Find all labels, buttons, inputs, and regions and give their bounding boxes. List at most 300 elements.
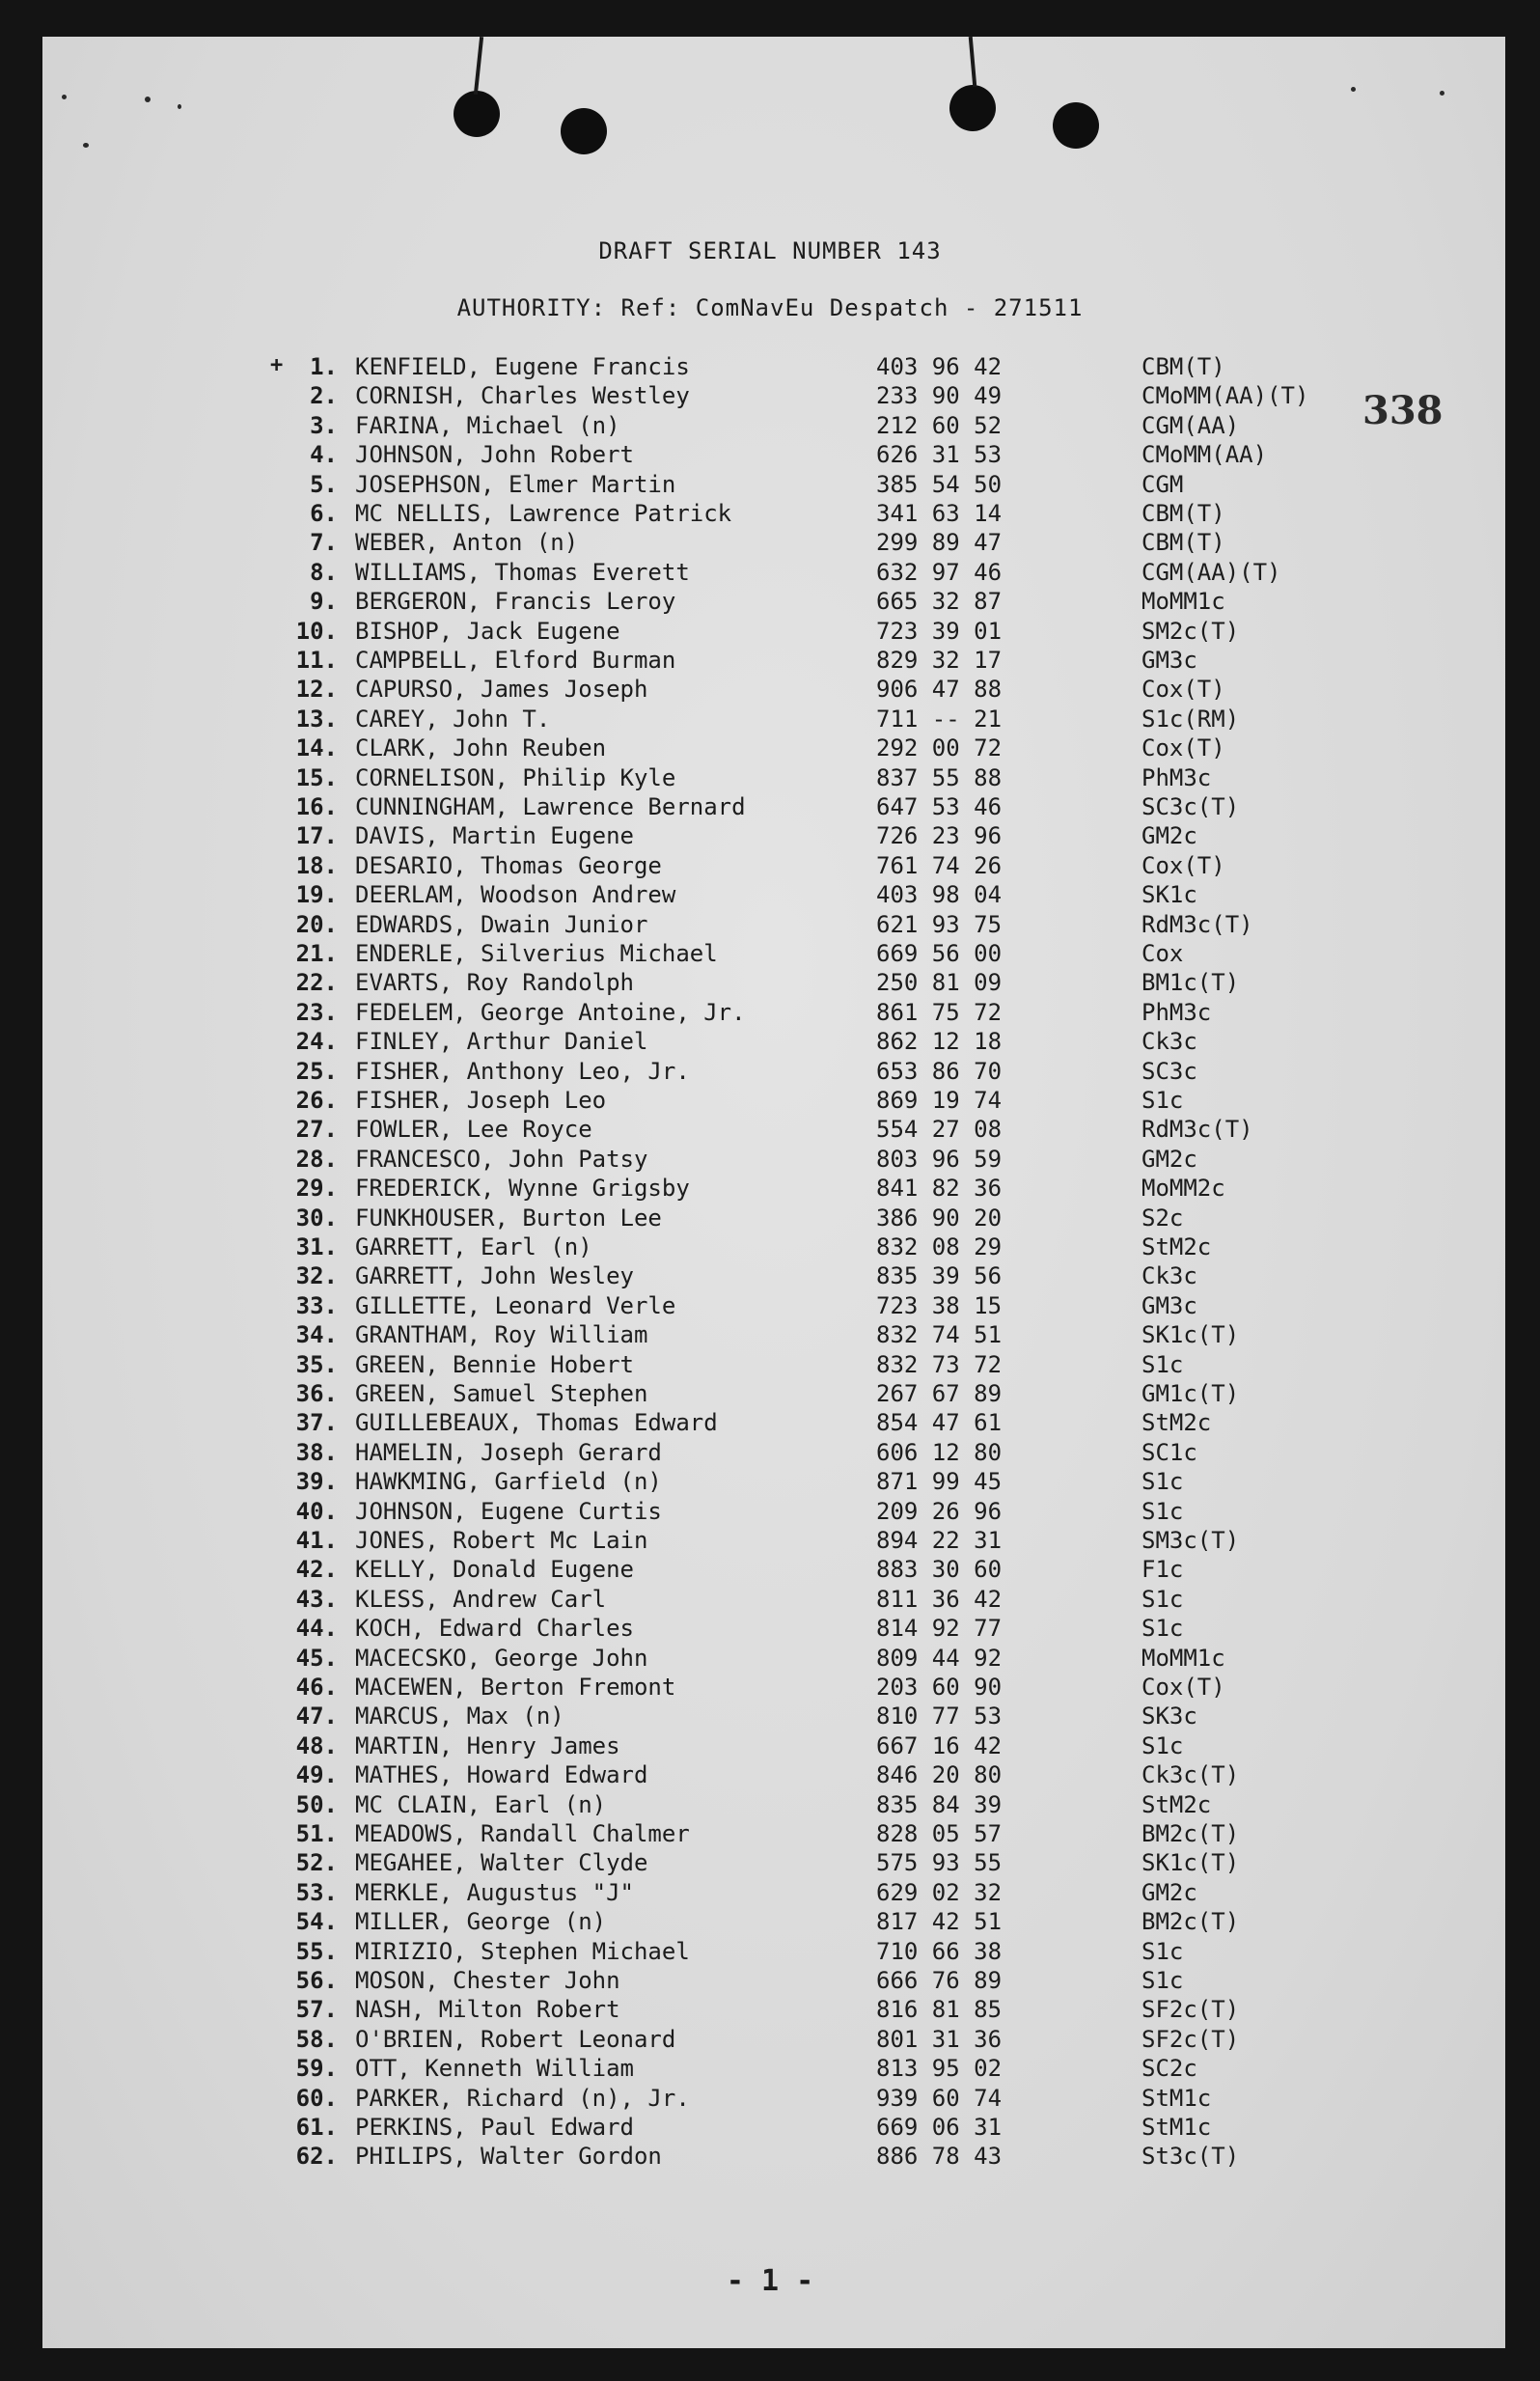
roster-number: 52. xyxy=(295,1849,338,1877)
service-number: 341 63 14 xyxy=(876,500,1003,527)
service-number: 862 12 18 xyxy=(876,1028,1003,1056)
service-number: 841 82 36 xyxy=(876,1175,1003,1203)
roster-number: 22. xyxy=(295,969,338,997)
roster-number: 10. xyxy=(295,617,338,645)
roster-number: 7. xyxy=(310,529,338,557)
sailor-name: DESARIO, Thomas George xyxy=(355,851,662,879)
rating: Cox(T) xyxy=(1141,851,1225,879)
roster-number: 3. xyxy=(310,411,338,439)
roster-number: 59. xyxy=(295,2055,338,2083)
sailor-name: MARTIN, Henry James xyxy=(355,1731,620,1759)
sailor-name: MC NELLIS, Lawrence Patrick xyxy=(355,500,732,527)
service-number: 810 77 53 xyxy=(876,1703,1003,1730)
sailor-name: JOHNSON, Eugene Curtis xyxy=(355,1497,662,1525)
roster-row xyxy=(0,1409,1540,1438)
service-number: 723 38 15 xyxy=(876,1291,1003,1319)
roster-row xyxy=(0,1233,1540,1262)
service-number: 854 47 61 xyxy=(876,1409,1003,1437)
roster-number: 34. xyxy=(295,1321,338,1349)
sailor-name: JOHNSON, John Robert xyxy=(355,441,634,469)
service-number: 832 08 29 xyxy=(876,1233,1003,1260)
roster-row xyxy=(0,559,1540,588)
sailor-name: CUNNINGHAM, Lawrence Bernard xyxy=(355,793,746,820)
roster-row xyxy=(0,1674,1540,1703)
roster-number: 16. xyxy=(295,793,338,820)
rating: CGM xyxy=(1141,470,1184,498)
sailor-name: PERKINS, Paul Edward xyxy=(355,2114,634,2141)
sailor-name: CORNELISON, Philip Kyle xyxy=(355,763,676,791)
rating: SC3c xyxy=(1141,1057,1197,1085)
dirt-speck xyxy=(145,97,151,102)
roster-number: 2. xyxy=(310,382,338,410)
roster-number: 25. xyxy=(295,1057,338,1085)
punch-hole-3 xyxy=(949,85,996,131)
roster-row xyxy=(0,676,1540,705)
sailor-name: HAMELIN, Joseph Gerard xyxy=(355,1438,662,1466)
tear-mark-right xyxy=(969,37,977,87)
sailor-name: GREEN, Samuel Stephen xyxy=(355,1380,648,1407)
service-number: 629 02 32 xyxy=(876,1878,1003,1906)
rating: Cox(T) xyxy=(1141,676,1225,704)
rating: BM1c(T) xyxy=(1141,969,1240,997)
sailor-name: FEDELEM, George Antoine, Jr. xyxy=(355,998,746,1026)
sailor-name: BERGERON, Francis Leroy xyxy=(355,588,676,616)
service-number: 403 98 04 xyxy=(876,881,1003,909)
service-number: 829 32 17 xyxy=(876,647,1003,674)
service-number: 292 00 72 xyxy=(876,734,1003,762)
roster-number: 11. xyxy=(295,647,338,674)
roster-number: 5. xyxy=(310,470,338,498)
service-number: 632 97 46 xyxy=(876,558,1003,586)
roster-row xyxy=(0,500,1540,529)
service-number: 846 20 80 xyxy=(876,1761,1003,1789)
roster-row xyxy=(0,647,1540,676)
service-number: 817 42 51 xyxy=(876,1908,1003,1936)
service-number: 809 44 92 xyxy=(876,1644,1003,1672)
roster-row xyxy=(0,1087,1540,1116)
roster-number: 60. xyxy=(295,2084,338,2112)
roster-number: 9. xyxy=(310,588,338,616)
sailor-name: JOSEPHSON, Elmer Martin xyxy=(355,470,676,498)
roster-row xyxy=(0,1116,1540,1145)
sailor-name: CAMPBELL, Elford Burman xyxy=(355,647,676,674)
roster-number: 30. xyxy=(295,1204,338,1232)
service-number: 385 54 50 xyxy=(876,470,1003,498)
service-number: 883 30 60 xyxy=(876,1556,1003,1584)
rating: Ck3c xyxy=(1141,1262,1197,1290)
service-number: 669 06 31 xyxy=(876,2114,1003,2141)
sailor-name: CAREY, John T. xyxy=(355,705,551,733)
roster-number: 36. xyxy=(295,1380,338,1407)
roster-number: 23. xyxy=(295,998,338,1026)
rating: StM2c xyxy=(1141,1409,1212,1437)
roster-row xyxy=(0,1439,1540,1468)
rating: S1c xyxy=(1141,1615,1184,1643)
sailor-name: KELLY, Donald Eugene xyxy=(355,1556,634,1584)
roster-row xyxy=(0,1028,1540,1057)
service-number: 554 27 08 xyxy=(876,1116,1003,1144)
roster-row xyxy=(0,412,1540,441)
tear-mark-left xyxy=(474,37,483,95)
service-number: 828 05 57 xyxy=(876,1820,1003,1847)
roster-row xyxy=(0,1791,1540,1820)
service-number: 861 75 72 xyxy=(876,998,1003,1026)
rating: Cox(T) xyxy=(1141,734,1225,762)
roster-row xyxy=(0,1761,1540,1790)
rating: S1c xyxy=(1141,1497,1184,1525)
roster-number: 55. xyxy=(295,1937,338,1965)
sailor-name: WEBER, Anton (n) xyxy=(355,529,579,557)
sailor-name: OTT, Kenneth William xyxy=(355,2055,634,2083)
rating: CMoMM(AA) xyxy=(1141,441,1268,469)
service-number: 723 39 01 xyxy=(876,617,1003,645)
rating: SK3c xyxy=(1141,1703,1197,1730)
rating: StM2c xyxy=(1141,1233,1212,1260)
service-number: 832 74 51 xyxy=(876,1321,1003,1349)
roster-row xyxy=(0,1321,1540,1350)
rating: PhM3c xyxy=(1141,763,1212,791)
rating: SM3c(T) xyxy=(1141,1527,1240,1554)
sailor-name: CAPURSO, James Joseph xyxy=(355,676,648,704)
roster-number: 20. xyxy=(295,910,338,938)
roster-row xyxy=(0,1820,1540,1849)
roster-number: 24. xyxy=(295,1028,338,1056)
roster-row xyxy=(0,734,1540,763)
service-number: 665 32 87 xyxy=(876,588,1003,616)
sailor-name: MATHES, Howard Edward xyxy=(355,1761,648,1789)
roster-number: 47. xyxy=(295,1703,338,1730)
sailor-name: ENDERLE, Silverius Michael xyxy=(355,940,718,967)
rating: S1c xyxy=(1141,1937,1184,1965)
rating: PhM3c xyxy=(1141,998,1212,1026)
sailor-name: BISHOP, Jack Eugene xyxy=(355,617,620,645)
service-number: 669 56 00 xyxy=(876,940,1003,967)
sailor-name: MARCUS, Max (n) xyxy=(355,1703,564,1730)
rating: Cox xyxy=(1141,940,1184,967)
sailor-name: GARRETT, John Wesley xyxy=(355,1262,634,1290)
rating: S1c xyxy=(1141,1731,1184,1759)
roster-number: 26. xyxy=(295,1087,338,1114)
rating: CBM(T) xyxy=(1141,500,1225,527)
roster-number: 17. xyxy=(295,822,338,850)
sailor-name: MILLER, George (n) xyxy=(355,1908,607,1936)
rating: CGM(AA)(T) xyxy=(1141,558,1281,586)
service-number: 653 86 70 xyxy=(876,1057,1003,1085)
service-number: 621 93 75 xyxy=(876,910,1003,938)
roster-row xyxy=(0,1586,1540,1615)
roster-number: 37. xyxy=(295,1409,338,1437)
sailor-name: MACECSKO, George John xyxy=(355,1644,648,1672)
service-number: 299 89 47 xyxy=(876,529,1003,557)
rating: MoMM1c xyxy=(1141,1644,1225,1672)
rating: SC3c(T) xyxy=(1141,793,1240,820)
roster-row xyxy=(0,1645,1540,1674)
rating: RdM3c(T) xyxy=(1141,910,1253,938)
sailor-name: GRANTHAM, Roy William xyxy=(355,1321,648,1349)
roster-number: 58. xyxy=(295,2025,338,2053)
sailor-name: KLESS, Andrew Carl xyxy=(355,1585,607,1613)
sailor-name: MEADOWS, Randall Chalmer xyxy=(355,1820,690,1847)
sailor-name: CORNISH, Charles Westley xyxy=(355,382,690,410)
rating: St3c(T) xyxy=(1141,2143,1240,2171)
page-number: - 1 - xyxy=(726,2264,814,2298)
service-number: 203 60 90 xyxy=(876,1674,1003,1701)
roster-row xyxy=(0,2143,1540,2172)
rating: StM1c xyxy=(1141,2084,1212,2112)
roster-number: 45. xyxy=(295,1644,338,1672)
rating: S1c xyxy=(1141,1350,1184,1378)
rating: SC1c xyxy=(1141,1438,1197,1466)
rating: GM2c xyxy=(1141,1878,1197,1906)
rating: SC2c xyxy=(1141,2055,1197,2083)
dirt-speck xyxy=(1440,91,1444,96)
sailor-name: EDWARDS, Dwain Junior xyxy=(355,910,648,938)
roster-row xyxy=(0,911,1540,940)
sailor-name: KENFIELD, Eugene Francis xyxy=(355,353,690,380)
service-number: 835 84 39 xyxy=(876,1790,1003,1818)
roster-number: 42. xyxy=(295,1556,338,1584)
rating: SK1c xyxy=(1141,881,1197,909)
roster-number: 21. xyxy=(295,940,338,967)
service-number: 666 76 89 xyxy=(876,1967,1003,1994)
roster-row xyxy=(0,969,1540,998)
roster-row xyxy=(0,1879,1540,1908)
roster-number: 19. xyxy=(295,881,338,909)
roster-row xyxy=(0,940,1540,969)
sailor-name: PARKER, Richard (n), Jr. xyxy=(355,2084,690,2112)
sailor-name: GREEN, Bennie Hobert xyxy=(355,1350,634,1378)
sailor-name: FINLEY, Arthur Daniel xyxy=(355,1028,648,1056)
roster-number: 46. xyxy=(295,1674,338,1701)
service-number: 832 73 72 xyxy=(876,1350,1003,1378)
sailor-name: MC CLAIN, Earl (n) xyxy=(355,1790,607,1818)
rating: CGM(AA) xyxy=(1141,411,1240,439)
rating: SM2c(T) xyxy=(1141,617,1240,645)
roster-row xyxy=(0,1498,1540,1527)
rating: S1c(RM) xyxy=(1141,705,1240,733)
roster-number: 57. xyxy=(295,1996,338,2024)
roster-number: 41. xyxy=(295,1527,338,1554)
roster-row xyxy=(0,1262,1540,1291)
service-number: 894 22 31 xyxy=(876,1527,1003,1554)
roster-number: 62. xyxy=(295,2143,338,2171)
roster-row xyxy=(0,2055,1540,2084)
dirt-speck xyxy=(1351,87,1356,92)
roster-number: 49. xyxy=(295,1761,338,1789)
roster-number: 43. xyxy=(295,1585,338,1613)
marginal-number: 338 xyxy=(1362,388,1444,433)
roster-row xyxy=(0,1175,1540,1204)
punch-hole-4 xyxy=(1053,102,1099,149)
service-number: 869 19 74 xyxy=(876,1087,1003,1114)
roster-row xyxy=(0,1204,1540,1233)
roster-row xyxy=(0,822,1540,851)
sailor-name: FARINA, Michael (n) xyxy=(355,411,620,439)
roster-row xyxy=(0,706,1540,734)
roster-row xyxy=(0,353,1540,382)
sailor-name: HAWKMING, Garfield (n) xyxy=(355,1468,662,1496)
roster-row xyxy=(0,1703,1540,1731)
roster-row xyxy=(0,1527,1540,1556)
roster-row xyxy=(0,852,1540,881)
sailor-name: PHILIPS, Walter Gordon xyxy=(355,2143,662,2171)
rating: GM2c xyxy=(1141,1145,1197,1173)
rating: RdM3c(T) xyxy=(1141,1116,1253,1144)
service-number: 267 67 89 xyxy=(876,1380,1003,1407)
sailor-name: EVARTS, Roy Randolph xyxy=(355,969,634,997)
roster-row xyxy=(0,1615,1540,1644)
service-number: 803 96 59 xyxy=(876,1145,1003,1173)
roster-row xyxy=(0,1908,1540,1937)
service-number: 726 23 96 xyxy=(876,822,1003,850)
service-number: 233 90 49 xyxy=(876,382,1003,410)
service-number: 906 47 88 xyxy=(876,676,1003,704)
roster-row xyxy=(0,881,1540,910)
service-number: 386 90 20 xyxy=(876,1204,1003,1232)
roster-row xyxy=(0,999,1540,1028)
roster-number: 1. xyxy=(310,353,338,380)
service-number: 761 74 26 xyxy=(876,851,1003,879)
roster-number: 29. xyxy=(295,1175,338,1203)
service-number: 811 36 42 xyxy=(876,1585,1003,1613)
roster-row xyxy=(0,529,1540,558)
roster-number: 31. xyxy=(295,1233,338,1260)
roster-row xyxy=(0,1556,1540,1585)
service-number: 835 39 56 xyxy=(876,1262,1003,1290)
authority-line: AUTHORITY: Ref: ComNavEu Despatch - 271511 xyxy=(456,294,1084,321)
roster-number: 53. xyxy=(295,1878,338,1906)
roster-number: 54. xyxy=(295,1908,338,1936)
roster-row xyxy=(0,2026,1540,2055)
roster-number: 27. xyxy=(295,1116,338,1144)
sailor-name: MIRIZIO, Stephen Michael xyxy=(355,1937,690,1965)
roster-row xyxy=(0,1967,1540,1996)
sailor-name: MERKLE, Augustus "J" xyxy=(355,1878,634,1906)
rating: GM3c xyxy=(1141,1291,1197,1319)
roster-row xyxy=(0,1938,1540,1967)
rating: S1c xyxy=(1141,1585,1184,1613)
service-number: 626 31 53 xyxy=(876,441,1003,469)
service-number: 212 60 52 xyxy=(876,411,1003,439)
dirt-speck xyxy=(62,95,67,99)
punch-hole-1 xyxy=(454,91,500,137)
service-number: 710 66 38 xyxy=(876,1937,1003,1965)
roster-number: 12. xyxy=(295,676,338,704)
roster-number: 28. xyxy=(295,1145,338,1173)
roster-row xyxy=(0,2114,1540,2143)
roster-row xyxy=(0,1732,1540,1761)
rating: Ck3c(T) xyxy=(1141,1761,1240,1789)
roster-row xyxy=(0,1292,1540,1321)
rating: Cox(T) xyxy=(1141,1674,1225,1701)
service-number: 801 31 36 xyxy=(876,2025,1003,2053)
rating: StM2c xyxy=(1141,1790,1212,1818)
roster-row xyxy=(0,471,1540,500)
roster-number: 48. xyxy=(295,1731,338,1759)
roster-row xyxy=(0,764,1540,793)
roster-number: 6. xyxy=(310,500,338,527)
rating: F1c xyxy=(1141,1556,1184,1584)
rating: S1c xyxy=(1141,1087,1184,1114)
dirt-speck xyxy=(178,104,181,109)
draft-title: DRAFT SERIAL NUMBER 143 xyxy=(598,237,942,264)
roster-row xyxy=(0,2085,1540,2114)
roster-number: 8. xyxy=(310,558,338,586)
service-number: 939 60 74 xyxy=(876,2084,1003,2112)
service-number: 886 78 43 xyxy=(876,2143,1003,2171)
roster-number: 38. xyxy=(295,1438,338,1466)
service-number: 816 81 85 xyxy=(876,1996,1003,2024)
sailor-name: KOCH, Edward Charles xyxy=(355,1615,634,1643)
dirt-speck xyxy=(83,143,89,148)
roster-number: 18. xyxy=(295,851,338,879)
rating: MoMM1c xyxy=(1141,588,1225,616)
service-number: 667 16 42 xyxy=(876,1731,1003,1759)
roster-row xyxy=(0,1146,1540,1175)
rating: CMoMM(AA)(T) xyxy=(1141,382,1309,410)
sailor-name: O'BRIEN, Robert Leonard xyxy=(355,2025,676,2053)
sailor-name: DEERLAM, Woodson Andrew xyxy=(355,881,676,909)
roster-row xyxy=(0,793,1540,822)
sailor-name: WILLIAMS, Thomas Everett xyxy=(355,558,690,586)
rating: CBM(T) xyxy=(1141,529,1225,557)
sailor-name: FISHER, Joseph Leo xyxy=(355,1087,607,1114)
roster-row xyxy=(0,618,1540,647)
roster-number: 50. xyxy=(295,1790,338,1818)
roster-row xyxy=(0,1468,1540,1497)
service-number: 813 95 02 xyxy=(876,2055,1003,2083)
rating: GM2c xyxy=(1141,822,1197,850)
roster-number: 39. xyxy=(295,1468,338,1496)
rating: MoMM2c xyxy=(1141,1175,1225,1203)
service-number: 209 26 96 xyxy=(876,1497,1003,1525)
rating: S2c xyxy=(1141,1204,1184,1232)
roster-row xyxy=(0,441,1540,470)
service-number: 647 53 46 xyxy=(876,793,1003,820)
roster-number: 15. xyxy=(295,763,338,791)
service-number: 250 81 09 xyxy=(876,969,1003,997)
roster-row xyxy=(0,588,1540,617)
sailor-name: CLARK, John Reuben xyxy=(355,734,607,762)
sailor-name: MACEWEN, Berton Fremont xyxy=(355,1674,676,1701)
sailor-name: FISHER, Anthony Leo, Jr. xyxy=(355,1057,690,1085)
sailor-name: MOSON, Chester John xyxy=(355,1967,620,1994)
roster-number: 44. xyxy=(295,1615,338,1643)
service-number: 837 55 88 xyxy=(876,763,1003,791)
roster-number: 13. xyxy=(295,705,338,733)
rating: SF2c(T) xyxy=(1141,1996,1240,2024)
roster-row xyxy=(0,1380,1540,1409)
roster-number: 35. xyxy=(295,1350,338,1378)
service-number: 871 99 45 xyxy=(876,1468,1003,1496)
rating: CBM(T) xyxy=(1141,353,1225,380)
rating: S1c xyxy=(1141,1468,1184,1496)
service-number: 711 -- 21 xyxy=(876,705,1003,733)
roster-number: 33. xyxy=(295,1291,338,1319)
roster-number: 56. xyxy=(295,1967,338,1994)
rating: GM3c xyxy=(1141,647,1197,674)
sailor-name: GILLETTE, Leonard Verle xyxy=(355,1291,676,1319)
rating: StM1c xyxy=(1141,2114,1212,2141)
roster-number: 32. xyxy=(295,1262,338,1290)
roster-row xyxy=(0,1849,1540,1878)
sailor-name: MEGAHEE, Walter Clyde xyxy=(355,1849,648,1877)
rating: SK1c(T) xyxy=(1141,1849,1240,1877)
service-number: 814 92 77 xyxy=(876,1615,1003,1643)
rating: SF2c(T) xyxy=(1141,2025,1240,2053)
rating: SK1c(T) xyxy=(1141,1321,1240,1349)
sailor-name: FUNKHOUSER, Burton Lee xyxy=(355,1204,662,1232)
